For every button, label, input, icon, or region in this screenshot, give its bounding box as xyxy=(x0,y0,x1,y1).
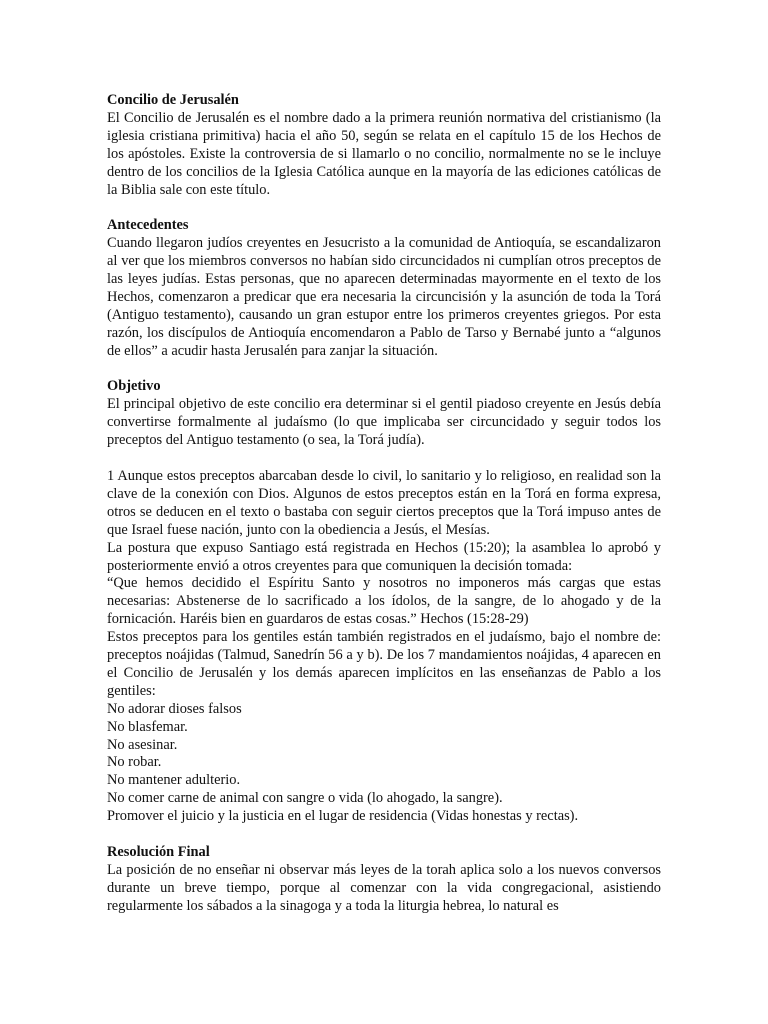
section-title: Antecedentes xyxy=(107,217,189,234)
preceptos-paragraph: Estos preceptos para los gentiles están también registrados en el judaísmo, bajo el nombre de: preceptos noájidas (Talmud, Sanedrín 56 a y b). De los 7 mandamientos noájidas, 4 aparecen en el Concilio de Jerusalén y los demás aparecen implícitos en las enseñanzas de Pablo a los gentiles: xyxy=(107,629,661,699)
list-item: No mantener adulterio. xyxy=(107,772,241,789)
footnote-paragraph: 1 Aunque estos preceptos abarcaban desde lo civil, lo sanitario y lo religioso, en realidad son la clave de la conexión con Dios. Algunos de estos preceptos están en la Torá en forma expresa, otros se deducen en el texto o bastaba con seguir ciertos preceptos que la Torá impuso antes de que Israel fuese nación, junto con la obediencia a Jesús, el Mesías. xyxy=(107,467,661,538)
section-antecedentes xyxy=(107,217,661,360)
section-body: La posición de no enseñar ni observar más leyes de la torah aplica solo a los nuevos conversos durante un breve tiempo, porque al comenzar con la vida congregacional, asistiendo regularmente los sábados a la sinagoga y a toda la liturgia hebrea, lo natural es xyxy=(107,861,661,914)
section-body: El Concilio de Jerusalén es el nombre dado a la primera reunión normativa del cristianismo (la iglesia cristiana primitiva) hacia el año 50, según se relata en el capítulo 15 de los Hechos de los apóstoles. Existe la controversia de si llamarlo o no concilio, normalmente no se le incluye dentro de los concilios de la Iglesia Católica aunque en la mayoría de las ediciones católicas de la Biblia sale con este título. xyxy=(107,109,661,198)
section-title: Resolución Final xyxy=(107,844,210,860)
document-page xyxy=(107,92,661,934)
list-item: No adorar dioses falsos xyxy=(107,700,242,717)
section-resolucion xyxy=(107,844,661,916)
section-body: El principal objetivo de este concilio era determinar si el gentil piadoso creyente en Jesús debía convertirse formalmente al judaísmo (lo que implicaba ser circuncidado y seguir todos los preceptos del Antiguo testamento (o sea, la Torá judía). xyxy=(107,396,661,449)
list-item: No comer carne de animal con sangre o vida (lo ahogado, la sangre). xyxy=(107,790,503,807)
list-item: No robar. xyxy=(107,754,162,771)
section-title: Concilio de Jerusalén xyxy=(107,92,239,108)
list-item: No asesinar. xyxy=(107,736,178,753)
section-title: Objetivo xyxy=(107,378,161,395)
section-notes xyxy=(107,468,661,826)
list-item: No blasfemar. xyxy=(107,718,188,735)
postura-paragraph: La postura que expuso Santiago está registrada en Hechos (15:20); la asamblea lo aprobó y posteriormente envió a otros creyentes para que comuniquen la decisión tomada: xyxy=(107,539,661,574)
section-objetivo xyxy=(107,378,661,450)
section-body: Cuando llegaron judíos creyentes en Jesucristo a la comunidad de Antioquía, se escandalizaron al ver que los miembros conversos no habían sido circuncidados ni cumplían otros preceptos de las leyes judías. Estas personas, que no aparecen determinadas mayormente en el texto de los Hechos, comenzaron a predicar que era necesaria la circuncisión y la asunción de toda la Torá (Antiguo testamento), causando un gran estupor entre los primeros creyentes griegos. Por esta razón, los discípulos de Antioquía encomendaron a Pablo de Tarso y Bernabé junto a “algunos de ellos” a acudir hasta Jerusalén para zanjar la situación. xyxy=(107,235,661,359)
list-item: Promover el juicio y la justicia en el lugar de residencia (Vidas honestas y rectas). xyxy=(107,808,579,825)
section-concilio xyxy=(107,92,661,199)
quote-paragraph: “Que hemos decidido el Espíritu Santo y nosotros no imponeros más cargas que estas necesarias: Abstenerse de lo sacrificado a los ídolos, de la sangre, de lo ahogado y de la fornicación. Haréis bien en guardaros de estas cosas.” Hechos (15:28-29) xyxy=(107,575,661,628)
